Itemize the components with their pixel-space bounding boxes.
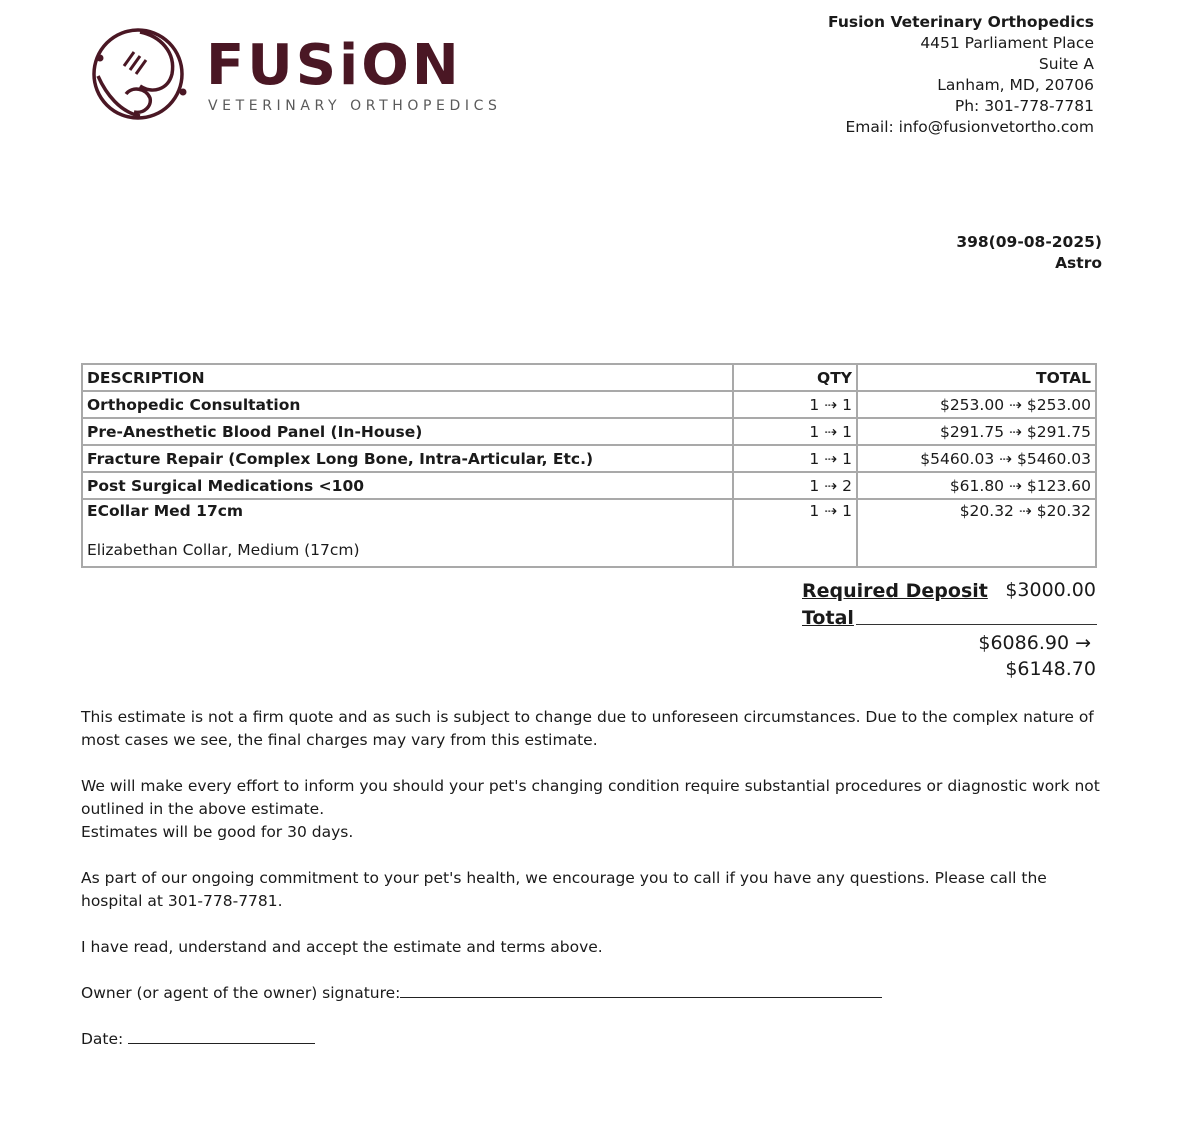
- deposit-label: Required Deposit: [802, 580, 988, 602]
- item-note: Elizabethan Collar, Medium (17cm): [87, 541, 360, 559]
- total-value-line1: $6086.90 →: [978, 632, 1091, 654]
- terms-paragraph-1: This estimate is not a firm quote and as such is subject to change due to unforeseen circumstances. Due to the complex nature of most cases we see, the final charges may vary from this estimate.: [81, 708, 1094, 749]
- signature-line: [81, 982, 1101, 1005]
- item-qty: 1 ⇢ 1: [733, 391, 857, 418]
- item-total: $291.75 ⇢ $291.75: [857, 418, 1096, 445]
- table-row: [82, 445, 1096, 472]
- terms-paragraph-2: We will make every effort to inform you should your pet's changing condition require substantial procedures or diagnostic work not outlined in the above estimate.: [81, 777, 1100, 818]
- signature-field[interactable]: [400, 985, 882, 998]
- header-description: DESCRIPTION: [82, 364, 733, 391]
- item-total: $61.80 ⇢ $123.60: [857, 472, 1096, 499]
- estimate-info: [956, 232, 1102, 274]
- item-total: $253.00 ⇢ $253.00: [857, 391, 1096, 418]
- terms-paragraph-5: I have read, understand and accept the estimate and terms above.: [81, 938, 603, 956]
- item-qty: 1 ⇢ 1: [733, 499, 857, 567]
- item-qty: 1 ⇢ 2: [733, 472, 857, 499]
- brand-name: FUSiON: [206, 33, 462, 98]
- terms-paragraph-3: Estimates will be good for 30 days.: [81, 823, 354, 841]
- clinic-name: Fusion Veterinary Orthopedics: [828, 13, 1094, 31]
- table-row: [82, 472, 1096, 499]
- table-row: [82, 418, 1096, 445]
- table-row: [82, 391, 1096, 418]
- clinic-phone: Ph: 301-778-7781: [954, 97, 1094, 115]
- item-description: Fracture Repair (Complex Long Bone, Intra-Articular, Etc.): [82, 445, 733, 472]
- date-field[interactable]: [128, 1031, 315, 1044]
- item-qty: 1 ⇢ 1: [733, 418, 857, 445]
- dog-paw-logo-icon: [88, 24, 192, 124]
- clinic-logo: [88, 24, 518, 124]
- estimate-items-table: [81, 363, 1097, 568]
- item-qty: 1 ⇢ 1: [733, 445, 857, 472]
- terms-paragraph-4: As part of our ongoing commitment to your pet's health, we encourage you to call if you have any questions. Please call the hospital at 301-778-7781.: [81, 869, 1047, 910]
- patient-name: Astro: [1055, 254, 1102, 272]
- date-line: [81, 1028, 1101, 1051]
- item-description: ECollar Med 17cm: [87, 502, 244, 520]
- clinic-address-block: [828, 12, 1094, 138]
- header-qty: QTY: [733, 364, 857, 391]
- item-description: Post Surgical Medications <100: [82, 472, 733, 499]
- item-description: Pre-Anesthetic Blood Panel (In-House): [82, 418, 733, 445]
- clinic-email: Email: info@fusionvetortho.com: [845, 118, 1094, 136]
- total-value-line2: $6148.70: [1005, 658, 1096, 680]
- table-row: [82, 499, 1096, 567]
- header-total: TOTAL: [857, 364, 1096, 391]
- clinic-address-line1: 4451 Parliament Place: [920, 34, 1094, 52]
- total-value: [978, 630, 1096, 682]
- total-divider: [856, 624, 1097, 625]
- deposit-value: $3000.00: [1005, 579, 1096, 601]
- clinic-address-line2: Suite A: [1038, 55, 1094, 73]
- estimate-id: 398(09-08-2025): [956, 233, 1102, 251]
- brand-tagline: VETERINARY ORTHOPEDICS: [208, 98, 502, 114]
- total-label: Total: [802, 607, 854, 629]
- signature-label: Owner (or agent of the owner) signature:: [81, 984, 401, 1002]
- item-description: Orthopedic Consultation: [82, 391, 733, 418]
- item-total: $5460.03 ⇢ $5460.03: [857, 445, 1096, 472]
- item-total: $20.32 ⇢ $20.32: [857, 499, 1096, 567]
- table-header-row: [82, 364, 1096, 391]
- item-description-cell: [82, 499, 733, 567]
- clinic-city-state-zip: Lanham, MD, 20706: [937, 76, 1094, 94]
- date-label: Date:: [81, 1030, 124, 1048]
